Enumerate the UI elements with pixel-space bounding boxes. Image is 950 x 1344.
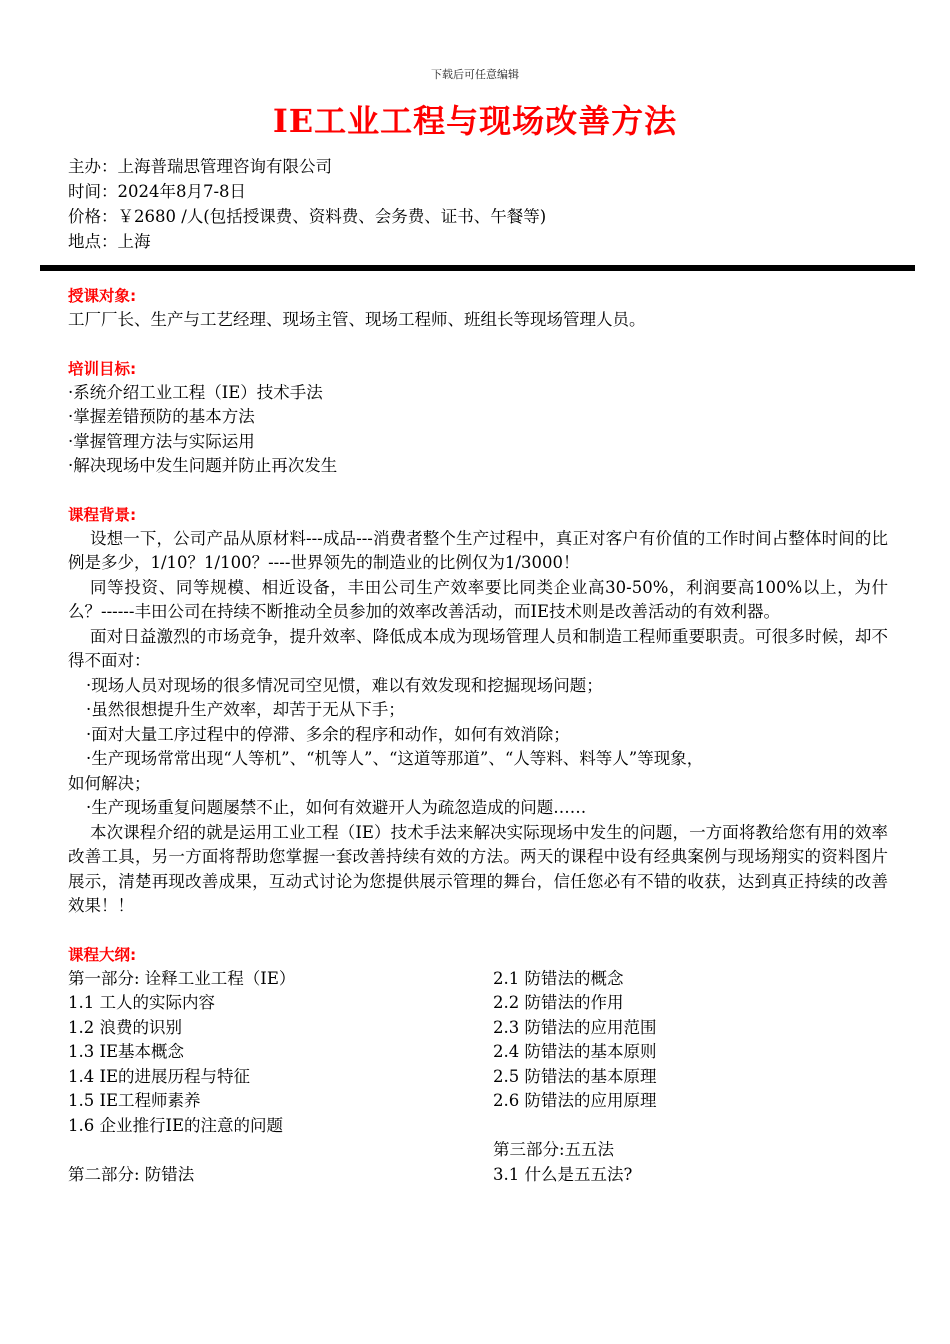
goal-item: ·系统介绍工业工程（IE）技术手法 xyxy=(68,382,323,402)
main-content xyxy=(68,284,888,1211)
background-bullet-continued: 如何解决； xyxy=(68,773,151,793)
background-bullet: ·面对大量工序过程中的停滞、多余的程序和动作，如何有效消除； xyxy=(86,724,570,744)
goal-item: ·解决现场中发生问题并防止再次发生 xyxy=(68,456,338,475)
outline-item: 1.4 IE的进展历程与特征 xyxy=(68,1066,251,1086)
page-title: IE工业工程与现场改善方法 xyxy=(272,102,678,140)
outline-heading: 课程大纲: xyxy=(68,945,137,964)
course-meta xyxy=(68,154,546,254)
outline-item: 2.1 防错法的概念 xyxy=(493,968,624,988)
course-location: 地点：上海 xyxy=(68,232,151,251)
organizer: 主办：上海普瑞思管理咨询有限公司 xyxy=(68,157,332,176)
background-paragraph: 本次课程介绍的就是运用工业工程（IE）技术手法来解决实际现场中发生的问题，一方面将教给您有用的效率改善工具，另一方面将帮助您掌握一套改善持续有效的方法。两天的课程中设有经典案例与现场翔实的资料图片展示，清楚再现改善成果，互动式讨论为您提供展示管理的舞台，信任您必有不错的收获，达到真正持续的改善效果！！ xyxy=(68,822,888,915)
outline-part-heading: 第三部分:五五法 xyxy=(493,1140,615,1159)
background-section xyxy=(68,503,888,919)
background-paragraph: 面对日益激烈的市场竞争，提升效率、降低成本成为现场管理人员和制造工程师重要职责。可很多时候，却不得不面对： xyxy=(68,626,888,670)
outline-item: 2.5 防错法的基本原理 xyxy=(493,1066,657,1086)
goals-heading: 培训目标: xyxy=(68,359,137,378)
outline-item: 2.6 防错法的应用原理 xyxy=(493,1091,657,1110)
background-bullet: ·虽然很想提升生产效率，却苦于无从下手； xyxy=(86,700,405,719)
outline-item: 第一部分: 诠释工业工程（IE） xyxy=(68,968,296,988)
background-paragraph: 同等投资、同等规模、相近设备，丰田公司生产效率要比同类企业高30-50%，利润要高100%以上，为什么？------丰田公司在持续不断推动全员参加的效率改善活动，而IE技术则是改善活动的有效利器。 xyxy=(68,577,888,621)
outline-gap xyxy=(493,1114,888,1139)
outline-item: 2.3 防错法的应用范围 xyxy=(493,1017,657,1037)
outline-left-column xyxy=(68,967,493,1188)
divider-rule xyxy=(40,265,915,271)
outline-section xyxy=(68,943,888,1188)
outline-item: 2.4 防错法的基本原则 xyxy=(493,1042,657,1061)
outline-item: 3.1 什么是五五法? xyxy=(493,1164,633,1184)
header-note: 下载后可任意编辑 xyxy=(431,68,519,81)
outline-columns xyxy=(68,967,888,1188)
background-bullet: ·生产现场常常出现“人等机”、“机等人”、“这道等那道”、“人等料、料等人”等现象， xyxy=(86,749,704,768)
audience-heading: 授课对象: xyxy=(68,287,137,305)
outline-item: 2.2 防错法的作用 xyxy=(493,993,624,1012)
background-paragraph: 设想一下，公司产品从原材料---成品---消费者整个生产过程中，真正对客户有价值的工作时间占整体时间的比例是多少，1/10？1/100？----世界领先的制造业的比例仅为1/3000！ xyxy=(68,528,888,572)
course-price: 价格：￥2680 /人(包括授课费、资料费、会务费、证书、午餐等) xyxy=(68,207,547,226)
outline-item: 1.5 IE工程师素养 xyxy=(68,1091,201,1110)
course-time: 时间：2024年8月7-8日 xyxy=(68,182,247,201)
outline-gap xyxy=(68,1138,493,1163)
outline-right-column xyxy=(493,967,888,1188)
outline-item: 1.1 工人的实际内容 xyxy=(68,993,215,1012)
outline-part-heading: 第二部分: 防错法 xyxy=(68,1164,195,1184)
audience-section xyxy=(68,284,888,333)
goal-item: ·掌握差错预防的基本方法 xyxy=(68,407,255,426)
background-bullet: ·生产现场重复问题屡禁不止，如何有效避开人为疏忽造成的问题…… xyxy=(86,798,587,817)
goal-item: ·掌握管理方法与实际运用 xyxy=(68,431,255,451)
background-bullet: ·现场人员对现场的很多情况司空见惯，难以有效发现和挖掘现场问题； xyxy=(86,675,603,695)
audience-text: 工厂厂长、生产与工艺经理、现场主管、现场工程师、班组长等现场管理人员。 xyxy=(68,310,646,329)
outline-item: 1.2 浪费的识别 xyxy=(68,1017,182,1037)
background-heading: 课程背景: xyxy=(68,505,137,524)
goals-section xyxy=(68,357,888,479)
outline-item: 1.3 IE基本概念 xyxy=(68,1042,185,1061)
outline-item: 1.6 企业推行IE的注意的问题 xyxy=(68,1115,284,1135)
